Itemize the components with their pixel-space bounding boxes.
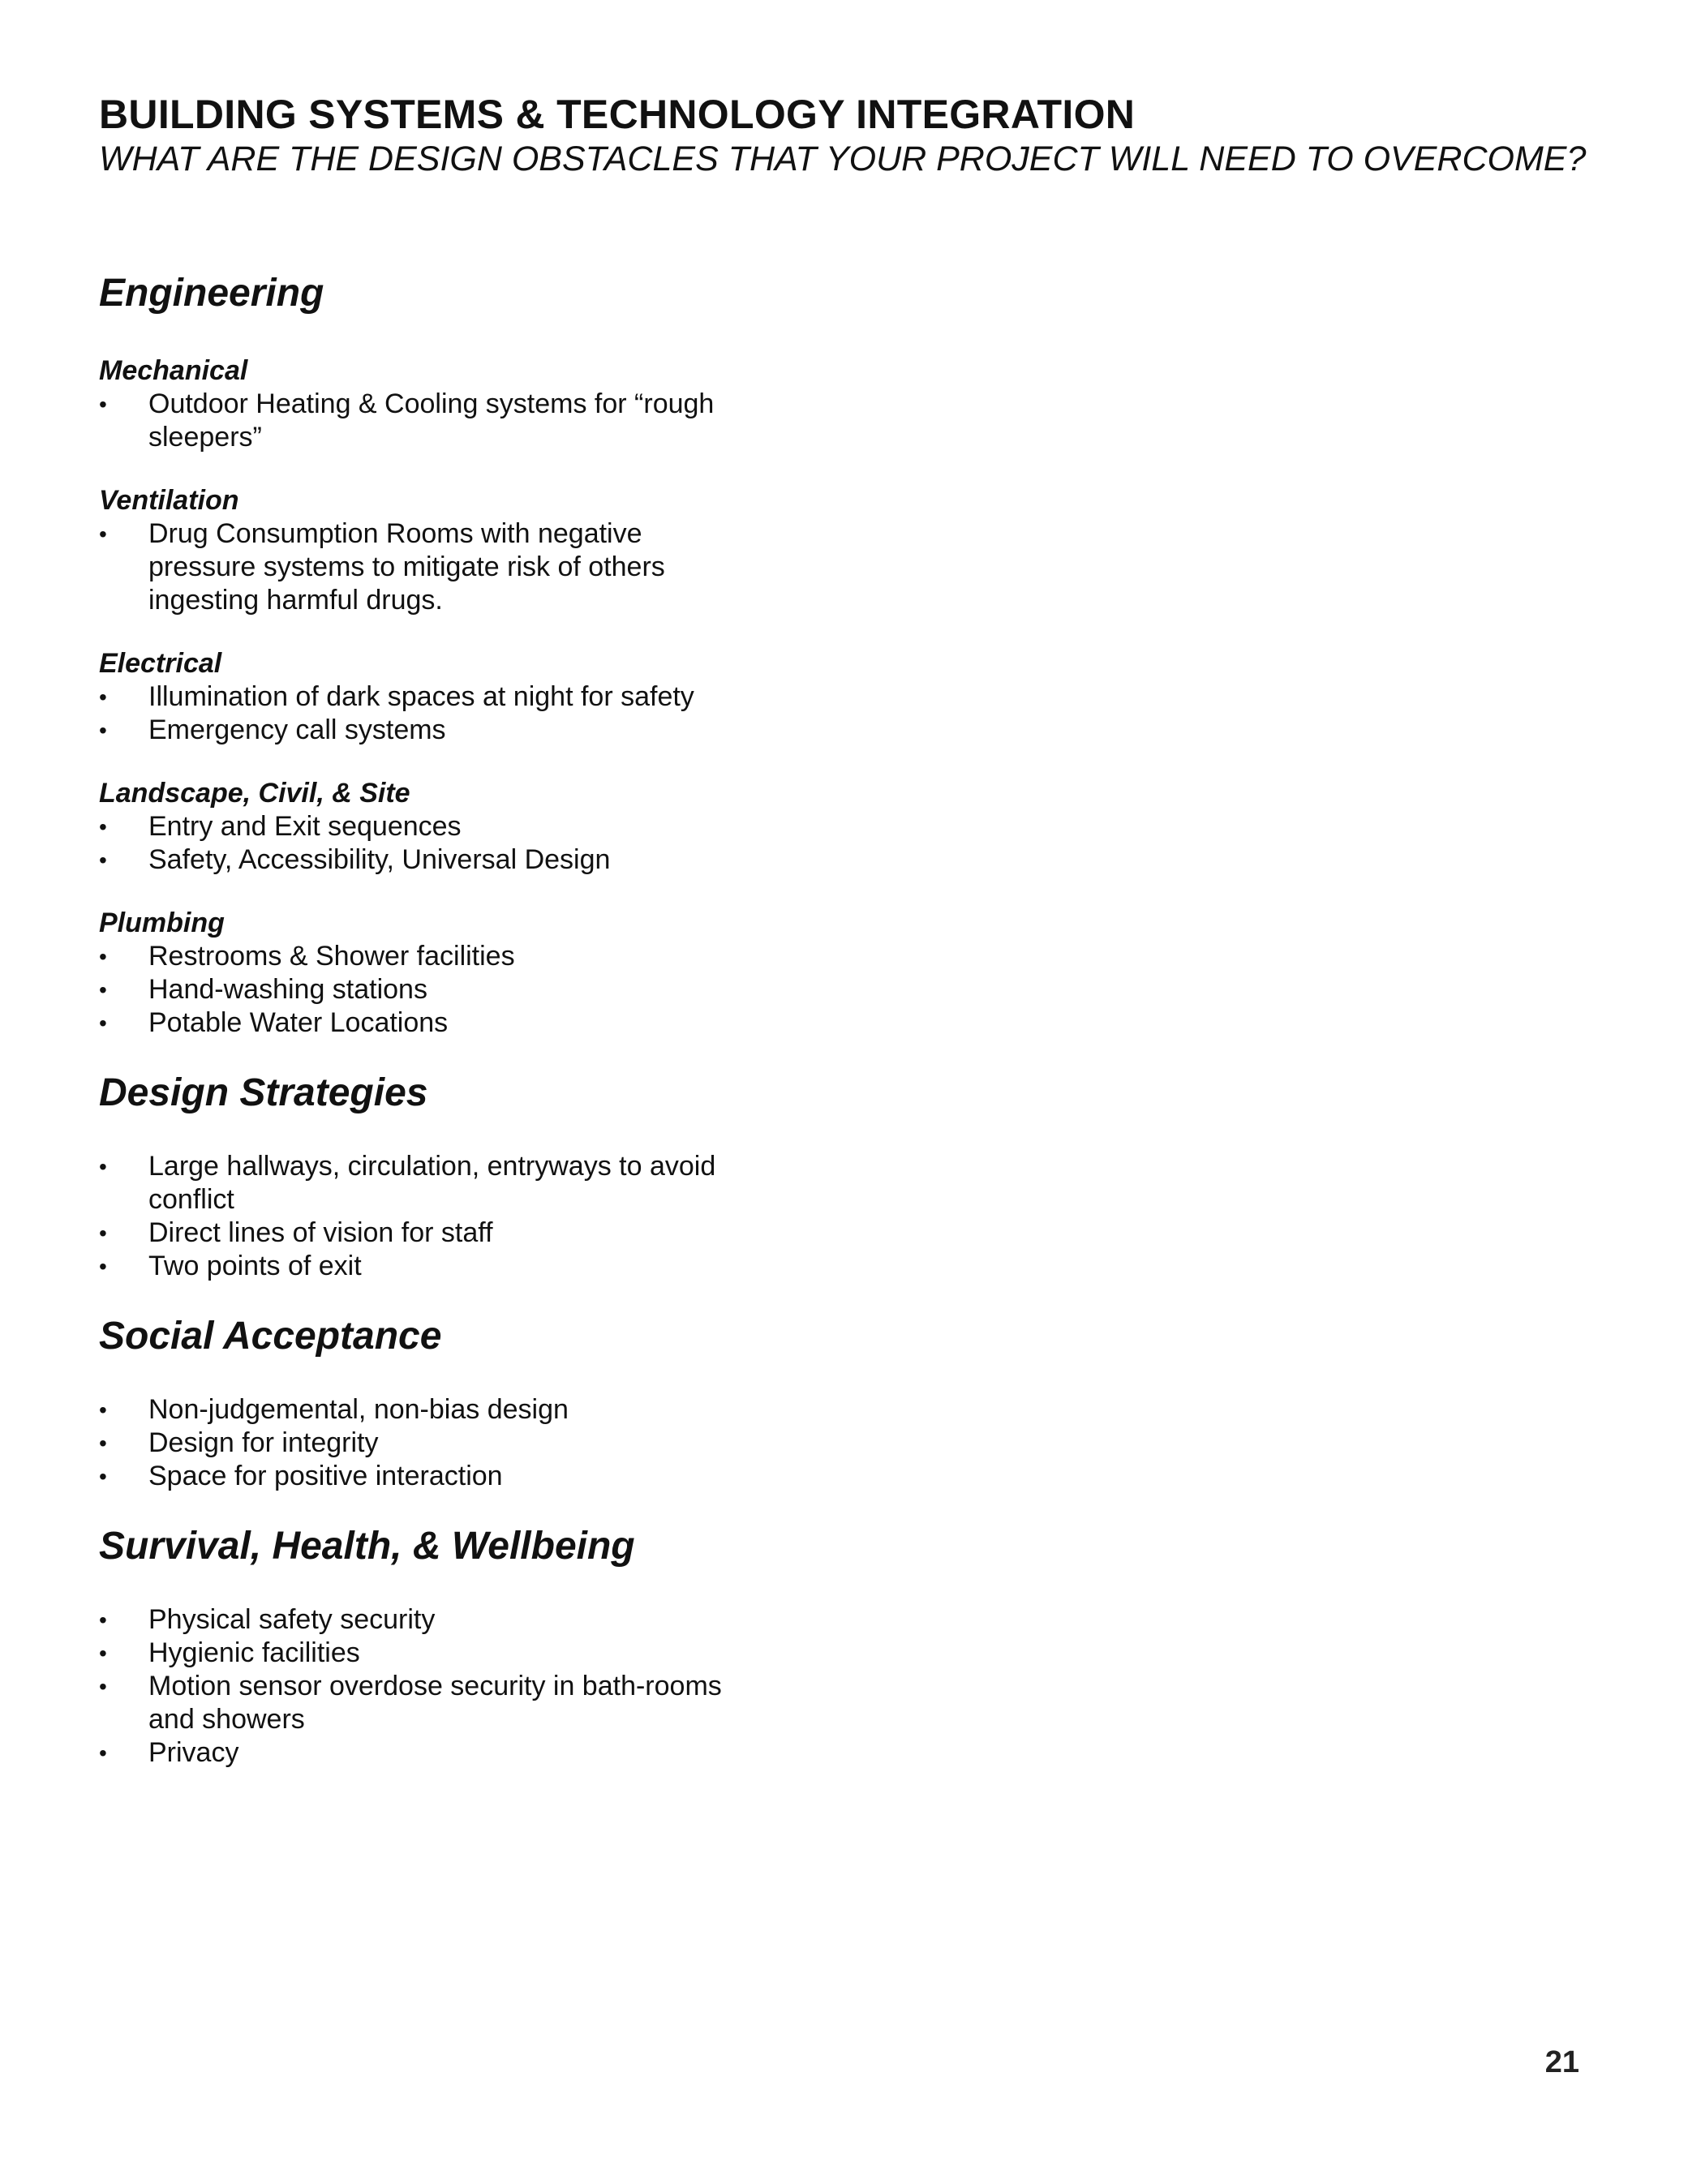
list-item: • Physical safety security: [99, 1603, 749, 1637]
list-item: • Emergency call systems: [99, 714, 749, 747]
section-title-social-acceptance: Social Acceptance: [99, 1315, 442, 1358]
list-mechanical: [99, 388, 748, 454]
list-design-strategies: [99, 1150, 748, 1283]
subsection-title-ventilation: Ventilation: [99, 485, 239, 516]
list-item: • Drug Consumption Rooms with negative pressure systems to mitigate risk of others ingesting harmful drugs.: [99, 517, 749, 617]
list-social-acceptance: [99, 1393, 748, 1493]
list-item: • Entry and Exit sequences: [99, 810, 749, 843]
page-title: BUILDING SYSTEMS & TECHNOLOGY INTEGRATION: [99, 92, 1136, 137]
list-item: • Non-judgemental, non-bias design: [99, 1393, 749, 1427]
section-title-survival: Survival, Health, & Wellbeing: [99, 1525, 635, 1568]
list-survival: [99, 1603, 748, 1770]
list-item: • Restrooms & Shower facilities: [99, 940, 749, 973]
list-item: • Two points of exit: [99, 1250, 749, 1283]
list-item: • Space for positive interaction: [99, 1460, 749, 1493]
list-item: • Direct lines of vision for staff: [99, 1216, 749, 1250]
list-item: • Design for integrity: [99, 1427, 749, 1460]
list-item: • Illumination of dark spaces at night for safety: [99, 680, 749, 714]
list-item: • Safety, Accessibility, Universal Design: [99, 843, 749, 877]
list-item: • Hygienic facilities: [99, 1637, 749, 1670]
list-item: • Hand-washing stations: [99, 973, 749, 1006]
list-plumbing: [99, 940, 748, 1040]
list-item: • Motion sensor overdose security in bath-rooms and showers: [99, 1670, 749, 1736]
subsection-title-landscape: Landscape, Civil, & Site: [99, 778, 410, 809]
list-item: • Outdoor Heating & Cooling systems for “rough sleepers”: [99, 388, 749, 454]
section-title-design-strategies: Design Strategies: [99, 1071, 428, 1114]
subsection-title-electrical: Electrical: [99, 648, 222, 679]
subsection-title-mechanical: Mechanical: [99, 355, 248, 386]
subsection-title-plumbing: Plumbing: [99, 907, 225, 938]
section-title-engineering: Engineering: [99, 272, 324, 315]
page-number: 21: [1544, 2045, 1579, 2079]
list-ventilation: [99, 517, 748, 617]
page-content: [99, 269, 748, 1770]
page-subtitle: WHAT ARE THE DESIGN OBSTACLES THAT YOUR PROJECT WILL NEED TO OVERCOME?: [99, 139, 1587, 178]
list-electrical: [99, 680, 748, 747]
list-landscape: [99, 810, 748, 877]
list-item: • Privacy: [99, 1736, 749, 1770]
page-header: [99, 91, 1586, 180]
list-item: • Potable Water Locations: [99, 1006, 749, 1040]
list-item: • Large hallways, circulation, entryways to avoid conflict: [99, 1150, 749, 1216]
